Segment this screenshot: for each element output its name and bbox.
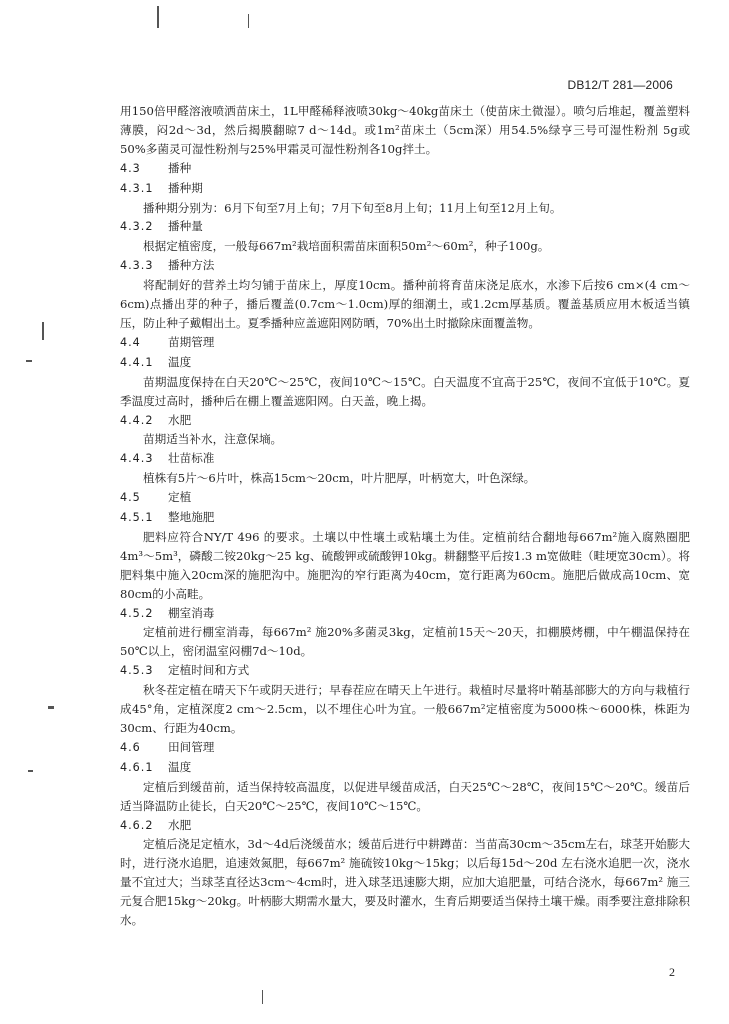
scan-mark <box>28 770 33 772</box>
section-heading <box>120 353 690 373</box>
section-heading <box>120 217 690 237</box>
document-body <box>120 102 690 930</box>
scan-mark <box>157 6 159 28</box>
section-title: 壮苗标准 <box>168 451 215 466</box>
paragraph: 将配制好的营养土均匀铺于苗床上，厚度10cm。播种前将育苗床浇足底水，水渗下后按6 cm×(4 cm～6cm)点播出芽的种子，播后覆盖(0.7cm～1.0cm)厚的细潮土，或1.2cm厚基质。覆盖基质应用木板适当镇压，防止种子戴帽出土。夏季播种应盖遮阳网防晒，70%出土时撤除床面覆盖物。 <box>120 278 690 330</box>
section-number: 4.4.2 <box>120 413 154 427</box>
section-title: 棚室消毒 <box>168 605 215 620</box>
section-number: 4.6.2 <box>120 818 154 832</box>
section-heading <box>120 179 690 199</box>
section-title: 播种期 <box>168 180 203 195</box>
section-number: 4.5.1 <box>120 511 154 525</box>
section-title: 定植时间和方式 <box>168 663 250 678</box>
scan-mark <box>248 14 249 28</box>
paragraph: 根据定植密度，一般每667m²栽培面积需苗床面积50m²～60m²，种子100g。 <box>143 239 550 254</box>
section-title: 温度 <box>168 354 192 369</box>
section-title: 播种量 <box>168 219 203 234</box>
section-heading <box>120 449 690 469</box>
section-title: 温度 <box>168 759 192 774</box>
paragraph: 播种期分别为：6月下旬至7月上旬；7月下旬至8月上旬；11月上旬至12月上旬。 <box>143 200 562 215</box>
section-number: 4.4.1 <box>120 355 154 369</box>
section-number: 4.6 <box>120 740 141 754</box>
section-number: 4.5 <box>120 491 141 505</box>
section-title: 播种 <box>168 160 192 175</box>
section-heading <box>120 508 690 528</box>
section-title: 水肥 <box>168 412 192 427</box>
scan-mark <box>26 360 32 362</box>
section-heading <box>120 333 690 353</box>
paragraph: 苗期适当补水，注意保墒。 <box>143 432 283 447</box>
section-number: 4.3.1 <box>120 181 154 195</box>
paragraph: 秋冬茬定植在晴天下午或阴天进行；早春茬应在晴天上午进行。栽植时尽量将叶鞘基部膨大的方向与栽植行成45°角，定植深度2 cm～2.5cm，以不埋住心叶为宜。一般667m²定植密度为5000株～6000株，株距为30cm、行距为40cm。 <box>120 683 690 735</box>
section-heading <box>120 411 690 431</box>
section-number: 4.4 <box>120 335 141 349</box>
section-number: 4.5.2 <box>120 606 154 620</box>
section-title: 苗期管理 <box>168 334 215 349</box>
section-title: 播种方法 <box>168 258 215 273</box>
section-number: 4.3 <box>120 161 141 175</box>
section-heading <box>120 159 690 179</box>
section-heading <box>120 661 690 681</box>
paragraph: 定植后浇足定植水，3d～4d后浇缓苗水；缓苗后进行中耕蹲苗：当苗高30cm～35cm左右，球茎开始膨大时，进行浇水追肥，追速效氮肥，每667m² 施硫铵10kg～15kg；以后每15d～20d 左右浇水追肥一次，浇水量不宜过大；当球茎直径达3cm～4cm时，进入球茎迅速膨大期，应加大追肥量，可结合浇水，每667m² 施三元复合肥15kg～20kg。叶柄膨大期需水量大，要及时灌水，生育后期要适当保持土壤干燥。雨季要注意排除积水。 <box>120 837 690 928</box>
section-heading <box>120 758 690 778</box>
scan-mark <box>42 322 44 340</box>
section-number: 4.6.1 <box>120 760 154 774</box>
paragraph: 用150倍甲醛溶液喷洒苗床土，1L甲醛稀释液喷30kg～40kg苗床土（使苗床土微湿）。喷匀后堆起，覆盖塑料薄膜，闷2d～3d，然后揭膜翻晾7 d～14d。或1m²苗床土（5cm深）用54.5%绿亨三号可湿性粉剂 5g或50%多菌灵可湿性粉剂与25%甲霜灵可湿性粉剂各10g拌土。 <box>120 104 690 156</box>
section-number: 4.3.3 <box>120 259 154 273</box>
section-title: 田间管理 <box>168 739 215 754</box>
section-number: 4.4.3 <box>120 452 154 466</box>
section-heading <box>120 256 690 276</box>
section-heading <box>120 738 690 758</box>
paragraph: 肥料应符合NY/T 496 的要求。土壤以中性壤土或粘壤土为佳。定植前结合翻地每667m²施入腐熟圈肥4m³～5m³，磷酸二铵20kg～25 kg、硫酸钾或硫酸钾10kg。耕翻整平后按1.3 m宽做畦（畦埂宽30cm）。将肥料集中施入20cm深的施肥沟中。施肥沟的窄行距离为40cm，宽行距离为60cm。施肥后做成高10cm、宽80cm的小高畦。 <box>120 529 690 601</box>
paragraph: 定植前进行棚室消毒，每667m² 施20%多菌灵3kg，定植前15天～20天，扣棚膜烤棚，中午棚温保持在50℃以上，密闭温室闷棚7d～10d。 <box>120 625 690 659</box>
section-number: 4.3.2 <box>120 220 154 234</box>
section-heading <box>120 604 690 624</box>
section-title: 水肥 <box>168 817 192 832</box>
section-title: 整地施肥 <box>168 510 215 525</box>
section-title: 定植 <box>168 490 192 505</box>
scan-mark <box>262 990 263 1004</box>
paragraph: 定植后到缓苗前，适当保持较高温度，以促进早缓苗成活，白天25℃～28℃，夜间15℃～20℃。缓苗后适当降温防止徒长，白天20℃～25℃，夜间10℃～15℃。 <box>120 779 690 813</box>
section-heading <box>120 488 690 508</box>
section-number: 4.5.3 <box>120 664 154 678</box>
paragraph: 苗期温度保持在白天20℃～25℃，夜间10℃～15℃。白天温度不宜高于25℃，夜间不宜低于10℃。夏季温度过高时，播种后在棚上覆盖遮阳网。白天盖，晚上揭。 <box>120 374 690 408</box>
page-number: 2 <box>669 965 675 979</box>
paragraph: 植株有5片～6片叶，株高15cm～20cm，叶片肥厚，叶柄宽大，叶色深绿。 <box>143 471 536 486</box>
section-heading <box>120 816 690 836</box>
standard-code: DB12/T 281—2006 <box>567 78 673 92</box>
scan-mark <box>48 706 54 709</box>
